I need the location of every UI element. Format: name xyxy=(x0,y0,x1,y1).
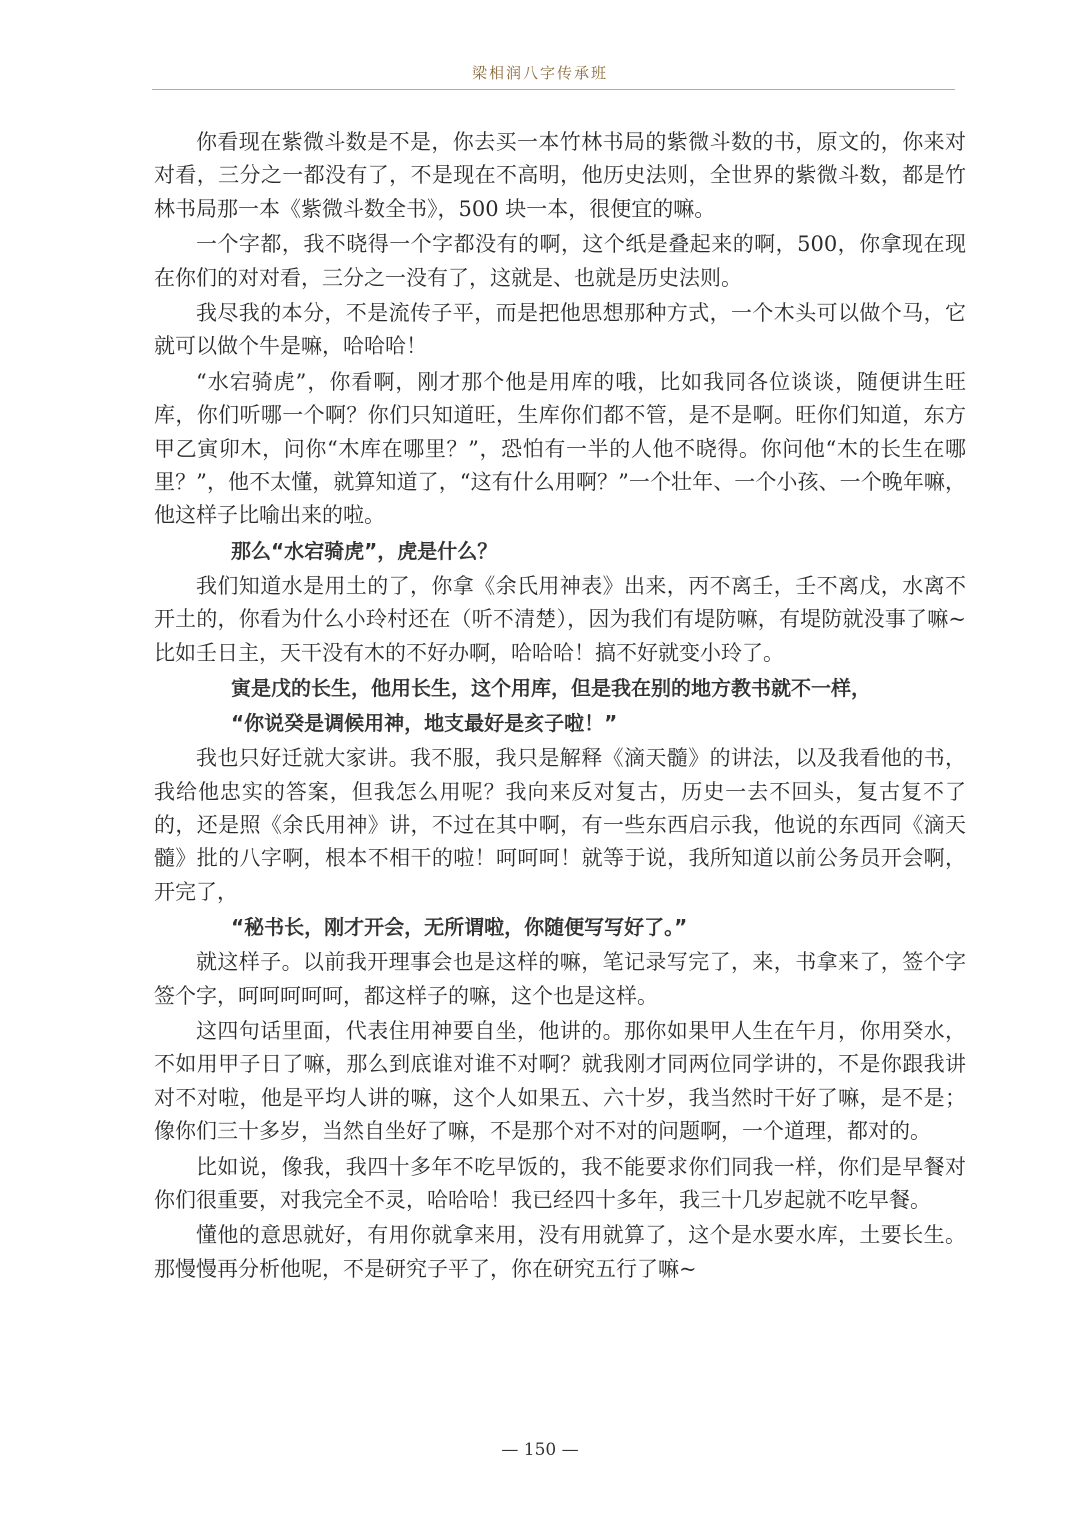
paragraph: 你看现在紫微斗数是不是，你去买一本竹林书局的紫微斗数的书，原文的，你来对对看，三分之一都没有了，不是现在不高明，他历史法则，全世界的紫微斗数，都是竹林书局那一本《紫微斗数全书》，500 块一本，很便宜的嘛。 xyxy=(154,130,966,221)
page-body xyxy=(154,126,966,1288)
running-header-title: 梁相润八字传承班 xyxy=(471,64,608,82)
paragraph: 我尽我的本分，不是流传子平，而是把他思想那种方式，一个木头可以做个马，它就可以做个牛是嘛，哈哈哈！ xyxy=(154,301,966,359)
paragraph: 这四句话里面，代表住用神要自坐，他讲的。那你如果甲人生在午月，你用癸水，不如用甲子日了嘛，那么到底谁对谁不对啊？就我刚才同两位同学讲的，不是你跟我讲对不对啦，他是平均人讲的嘛，这个人如果五、六十岁，我当然时干好了嘛，是不是；像你们三十多岁，当然自坐好了嘛，不是那个对不对的问题啊，一个道理，都对的。 xyxy=(154,1018,966,1144)
quote-line: 寅是戊的长生，他用长生，这个用库，但是我在别的地方教书就不一样， xyxy=(231,676,871,701)
header-divider xyxy=(152,89,955,90)
quote-line: “你说癸是调候用神，地支最好是亥子啦！” xyxy=(231,711,618,736)
paragraph: 比如说，像我，我四十多年不吃早饭的，我不能要求你们同我一样，你们是早餐对你们很重要，对我完全不灵，哈哈哈！我已经四十多年，我三十几岁起就不吃早餐。 xyxy=(154,1154,966,1212)
quote-line: 那么“水宕骑虎”，虎是什么？ xyxy=(231,538,498,563)
quote-line: “秘书长，刚才开会，无所谓啦，你随便写写好了。” xyxy=(231,915,688,940)
page-number: — 150 — xyxy=(501,1440,579,1460)
paragraph: 就这样子。以前我开理事会也是这样的嘛，笔记录写完了，来，书拿来了，签个字签个字，呵呵呵呵呵，都这样子的嘛，这个也是这样。 xyxy=(154,950,966,1008)
paragraph: 我也只好迁就大家讲。我不服，我只是解释《滴天髓》的讲法，以及我看他的书，我给他忠实的答案，但我怎么用呢？我向来反对复古，历史一去不回头，复古复不了的，还是照《余氏用神》讲，不过在其中啊，有一些东西启示我，他说的东西同《滴天髓》批的八字啊，根本不相干的啦！呵呵呵！就等于说，我所知道以前公务员开会啊，开完了， xyxy=(154,746,966,904)
paragraph: 一个字都，我不晓得一个字都没有的啊，这个纸是叠起来的啊，500，你拿现在现在你们的对对看，三分之一没有了，这就是、也就是历史法则。 xyxy=(154,232,966,290)
paragraph: 我们知道水是用土的了，你拿《余氏用神表》出来，丙不离壬，壬不离戊，水离不开土的，你看为什么小玲村还在（听不清楚），因为我们有堤防嘛，有堤防就没事了嘛~比如壬日主，天干没有木的不好办啊，哈哈哈！搞不好就变小玲了。 xyxy=(154,573,966,665)
paragraph: “水宕骑虎”，你看啊，刚才那个他是用库的哦，比如我同各位谈谈，随便讲生旺库，你们听哪一个啊？你们只知道旺，生库你们都不管，是不是啊。旺你们知道，东方甲乙寅卯木，问你“木库在哪里？”，恐怕有一半的人他不晓得。你问他“木的长生在哪里？”，他不太懂，就算知道了，“这有什么用啊？”一个壮年、一个小孩、一个晚年嘛，他这样子比喻出来的啦。 xyxy=(154,369,966,528)
paragraph: 懂他的意思就好，有用你就拿来用，没有用就算了，这个是水要水库，土要长生。那慢慢再分析他呢，不是研究子平了，你在研究五行了嘛~ xyxy=(154,1223,966,1281)
